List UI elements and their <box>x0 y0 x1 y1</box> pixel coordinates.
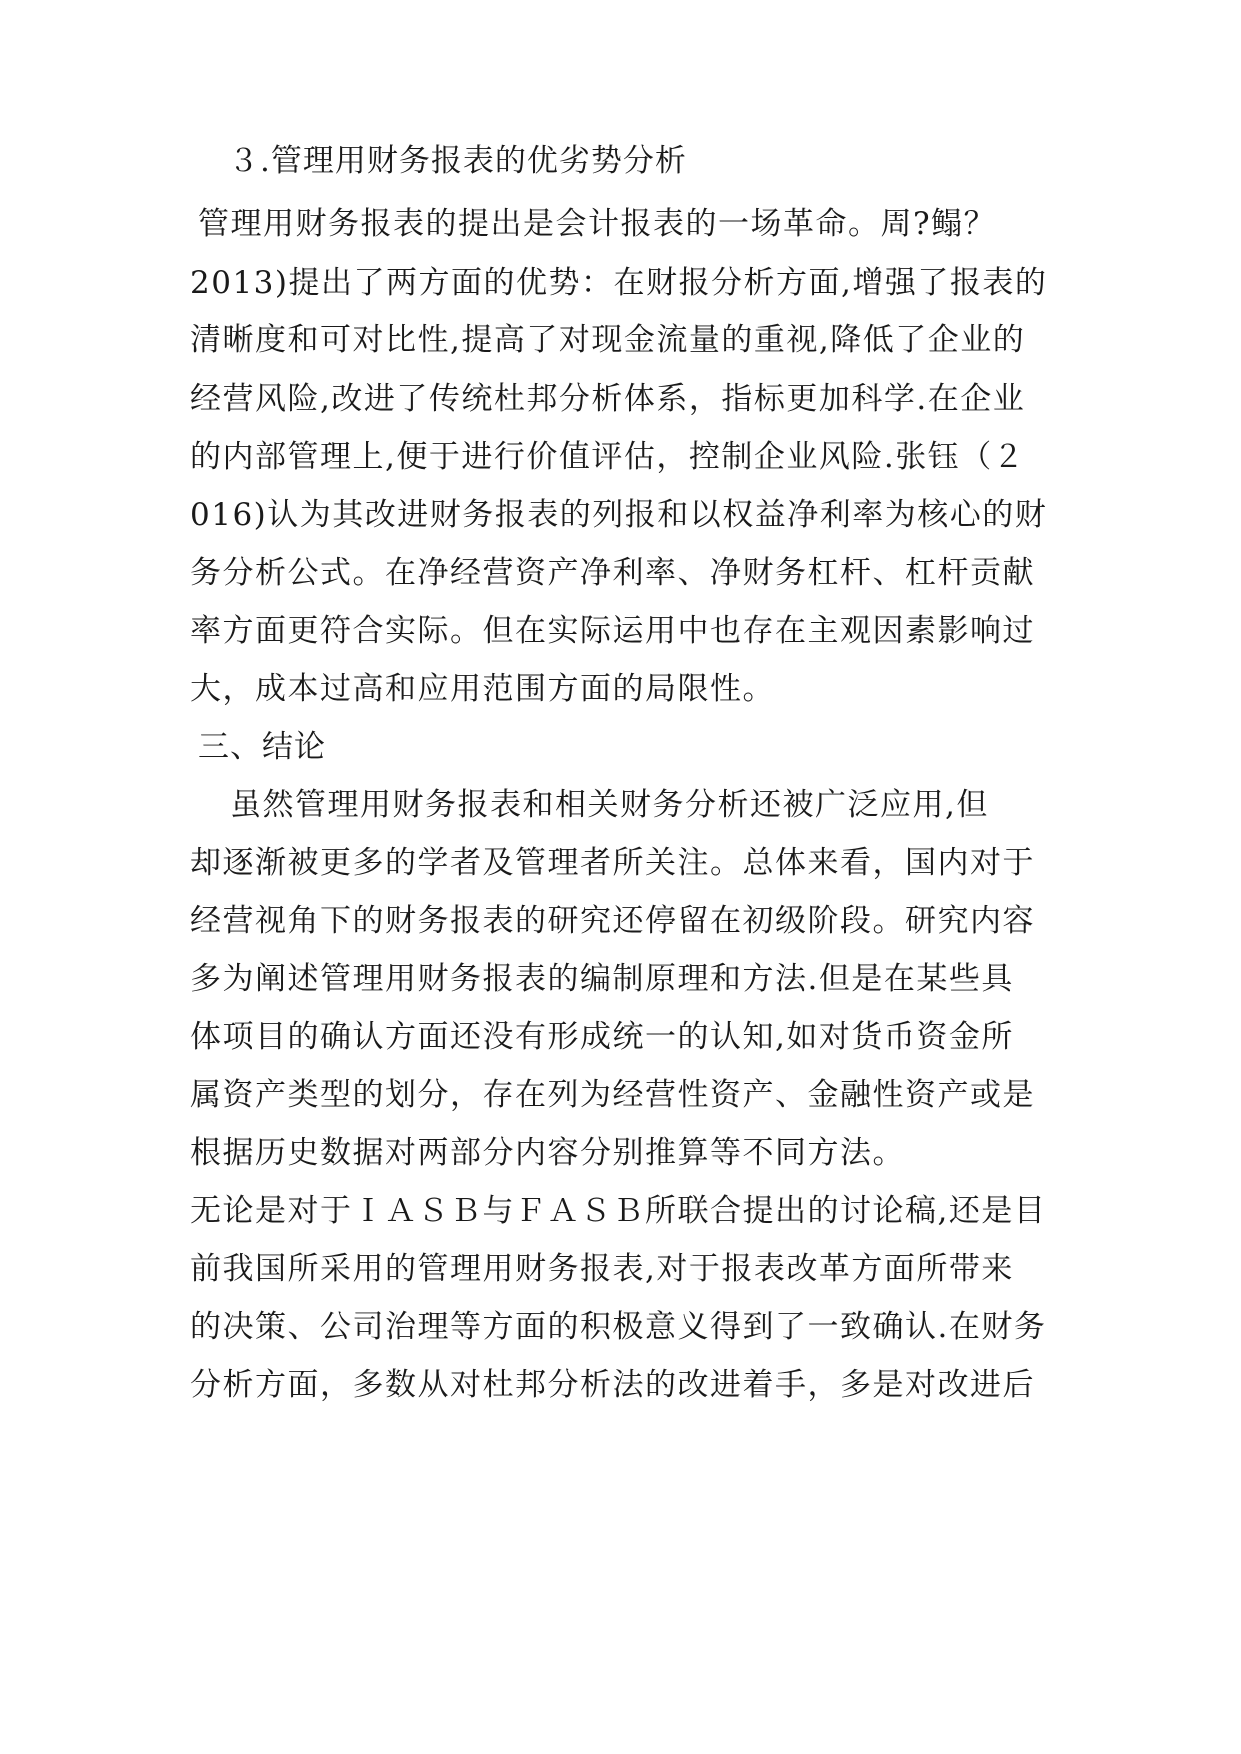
paragraph-line: 016)认为其改进财务报表的列报和以权益净利率为核心的财 <box>190 497 1048 533</box>
paragraph-line: 体项目的确认方面还没有形成统一的认知,如对货币资金所 <box>190 1019 1014 1055</box>
paragraph-line: 无论是对于ＩＡＳＢ与ＦＡＳＢ所联合提出的讨论稿,还是目 <box>190 1193 1047 1229</box>
paragraph-line: 管理用财务报表的提出是会计报表的一场革命。周?鳎？ <box>198 206 997 242</box>
section-heading-advantages: ３.管理用财务报表的优劣势分析 <box>228 143 687 179</box>
paragraph-line: 的内部管理上,便于进行价值评估，控制企业风险.张钰（２ <box>190 439 1026 475</box>
paragraph-line: 多为阐述管理用财务报表的编制原理和方法.但是在某些具 <box>190 961 1014 997</box>
paragraph-line: 大，成本过高和应用范围方面的局限性。 <box>190 671 775 707</box>
paragraph-line: 虽然管理用财务报表和相关财务分析还被广泛应用,但 <box>230 787 989 823</box>
paragraph-line: 率方面更符合实际。但在实际运用中也存在主观因素影响过 <box>190 613 1035 649</box>
paragraph-line: 2013)提出了两方面的优势：在财报分析方面,增强了报表的 <box>190 265 1048 301</box>
paragraph-line: 务分析公式。在净经营资产净利率、净财务杠杆、杠杆贡献 <box>190 555 1035 591</box>
paragraph-line: 分析方面，多数从对杜邦分析法的改进着手，多是对改进后 <box>190 1367 1035 1403</box>
paragraph-line: 清晰度和可对比性,提高了对现金流量的重视,降低了企业的 <box>190 322 1026 358</box>
paragraph-line: 前我国所采用的管理用财务报表,对于报表改革方面所带来 <box>190 1251 1014 1287</box>
paragraph-line: 的决策、公司治理等方面的积极意义得到了一致确认.在财务 <box>190 1309 1047 1345</box>
paragraph-line: 经营视角下的财务报表的研究还停留在初级阶段。研究内容 <box>190 903 1035 939</box>
paragraph-line: 经营风险,改进了传统杜邦分析体系，指标更加科学.在企业 <box>190 381 1026 417</box>
paragraph-line: 根据历史数据对两部分内容分别推算等不同方法。 <box>190 1135 905 1171</box>
paragraph-line: 却逐渐被更多的学者及管理者所关注。总体来看，国内对于 <box>190 845 1035 881</box>
paragraph-line: 属资产类型的划分，存在列为经营性资产、金融性资产或是 <box>190 1077 1035 1113</box>
section-heading-conclusion: 三、结论 <box>198 729 326 765</box>
